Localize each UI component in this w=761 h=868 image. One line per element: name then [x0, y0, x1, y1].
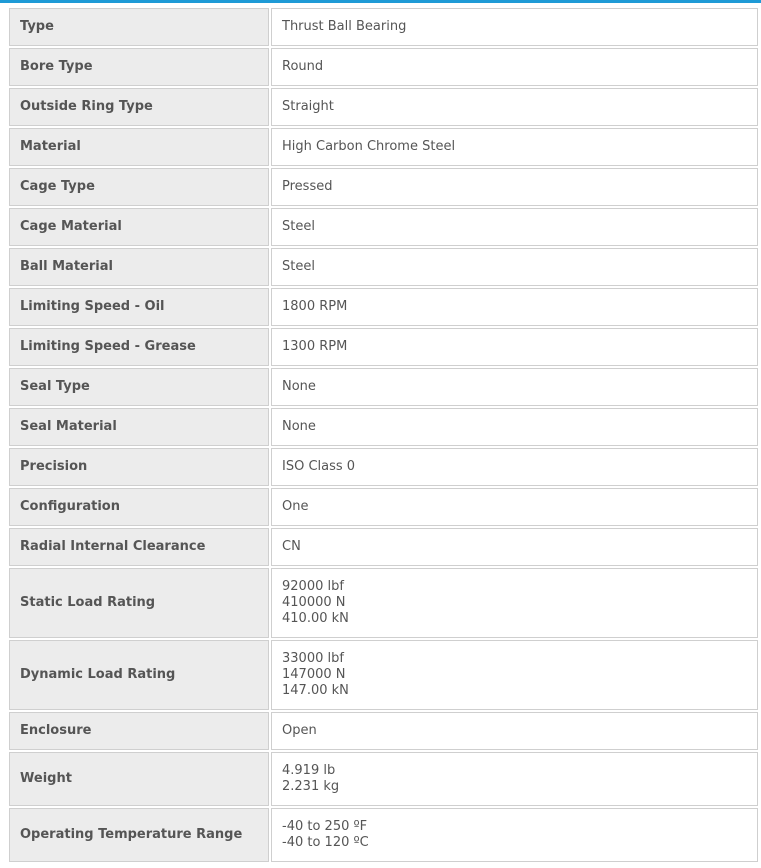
spec-value — [271, 368, 758, 406]
spec-value — [271, 408, 758, 446]
spec-value-line: Pressed — [282, 179, 333, 194]
spec-row-limiting-speed-grease — [9, 328, 758, 366]
spec-value — [271, 640, 758, 710]
spec-label: Ball Material — [9, 248, 269, 286]
spec-value-line: 147.00 kN — [282, 683, 349, 698]
specifications-table — [7, 6, 760, 864]
specifications-table-body — [9, 8, 758, 862]
spec-row-precision — [9, 448, 758, 486]
spec-row-seal-material — [9, 408, 758, 446]
spec-value-line: Thrust Ball Bearing — [282, 19, 407, 34]
spec-value — [271, 208, 758, 246]
spec-value-line: CN — [282, 539, 301, 554]
spec-value-line: 4.919 lb — [282, 763, 336, 778]
spec-row-dynamic-load-rating — [9, 640, 758, 710]
spec-row-cage-material — [9, 208, 758, 246]
spec-row-outside-ring-type — [9, 88, 758, 126]
spec-label: Dynamic Load Rating — [9, 640, 269, 710]
spec-label: Seal Type — [9, 368, 269, 406]
spec-label: Cage Type — [9, 168, 269, 206]
spec-row-limiting-speed-oil — [9, 288, 758, 326]
spec-row-radial-internal-clearance — [9, 528, 758, 566]
spec-label: Limiting Speed - Grease — [9, 328, 269, 366]
spec-value — [271, 488, 758, 526]
spec-value-line: 1800 RPM — [282, 299, 348, 314]
spec-value — [271, 168, 758, 206]
spec-label: Limiting Speed - Oil — [9, 288, 269, 326]
spec-row-enclosure — [9, 712, 758, 750]
spec-value — [271, 712, 758, 750]
spec-value-line: Steel — [282, 259, 315, 274]
spec-row-configuration — [9, 488, 758, 526]
spec-value — [271, 568, 758, 638]
spec-value-line: Straight — [282, 99, 334, 114]
spec-value — [271, 128, 758, 166]
spec-value-line: 33000 lbf — [282, 651, 344, 666]
spec-row-material — [9, 128, 758, 166]
spec-value-line: High Carbon Chrome Steel — [282, 139, 456, 154]
spec-value-line: One — [282, 499, 309, 514]
spec-label: Seal Material — [9, 408, 269, 446]
spec-label: Radial Internal Clearance — [9, 528, 269, 566]
spec-label: Precision — [9, 448, 269, 486]
spec-label: Static Load Rating — [9, 568, 269, 638]
spec-label: Configuration — [9, 488, 269, 526]
spec-value-line: Open — [282, 723, 317, 738]
spec-row-operating-temperature-range — [9, 808, 758, 862]
spec-label: Bore Type — [9, 48, 269, 86]
spec-label: Material — [9, 128, 269, 166]
spec-value-line: 147000 N — [282, 667, 346, 682]
spec-value — [271, 48, 758, 86]
spec-row-bore-type — [9, 48, 758, 86]
spec-label: Outside Ring Type — [9, 88, 269, 126]
top-accent-bar — [0, 0, 761, 3]
spec-label: Enclosure — [9, 712, 269, 750]
spec-row-ball-material — [9, 248, 758, 286]
spec-value — [271, 448, 758, 486]
spec-value-line: ISO Class 0 — [282, 459, 356, 474]
spec-value — [271, 248, 758, 286]
spec-value-line: 410.00 kN — [282, 611, 349, 626]
spec-label: Weight — [9, 752, 269, 806]
spec-value-line: Round — [282, 59, 324, 74]
spec-row-seal-type — [9, 368, 758, 406]
spec-value — [271, 528, 758, 566]
spec-value — [271, 328, 758, 366]
spec-row-weight — [9, 752, 758, 806]
spec-value-line: 1300 RPM — [282, 339, 348, 354]
spec-row-type — [9, 8, 758, 46]
spec-value-line: -40 to 120 ºC — [282, 835, 369, 850]
spec-value — [271, 8, 758, 46]
spec-value-line: 92000 lbf — [282, 579, 344, 594]
spec-value-line: None — [282, 419, 316, 434]
spec-label: Operating Temperature Range — [9, 808, 269, 862]
spec-row-cage-type — [9, 168, 758, 206]
spec-value-line: None — [282, 379, 316, 394]
spec-label: Cage Material — [9, 208, 269, 246]
spec-value-line: 410000 N — [282, 595, 346, 610]
spec-value — [271, 752, 758, 806]
spec-value-line: 2.231 kg — [282, 779, 340, 794]
spec-value — [271, 88, 758, 126]
spec-value — [271, 288, 758, 326]
spec-row-static-load-rating — [9, 568, 758, 638]
spec-label: Type — [9, 8, 269, 46]
spec-value-line: Steel — [282, 219, 315, 234]
spec-value — [271, 808, 758, 862]
spec-value-line: -40 to 250 ºF — [282, 819, 368, 834]
